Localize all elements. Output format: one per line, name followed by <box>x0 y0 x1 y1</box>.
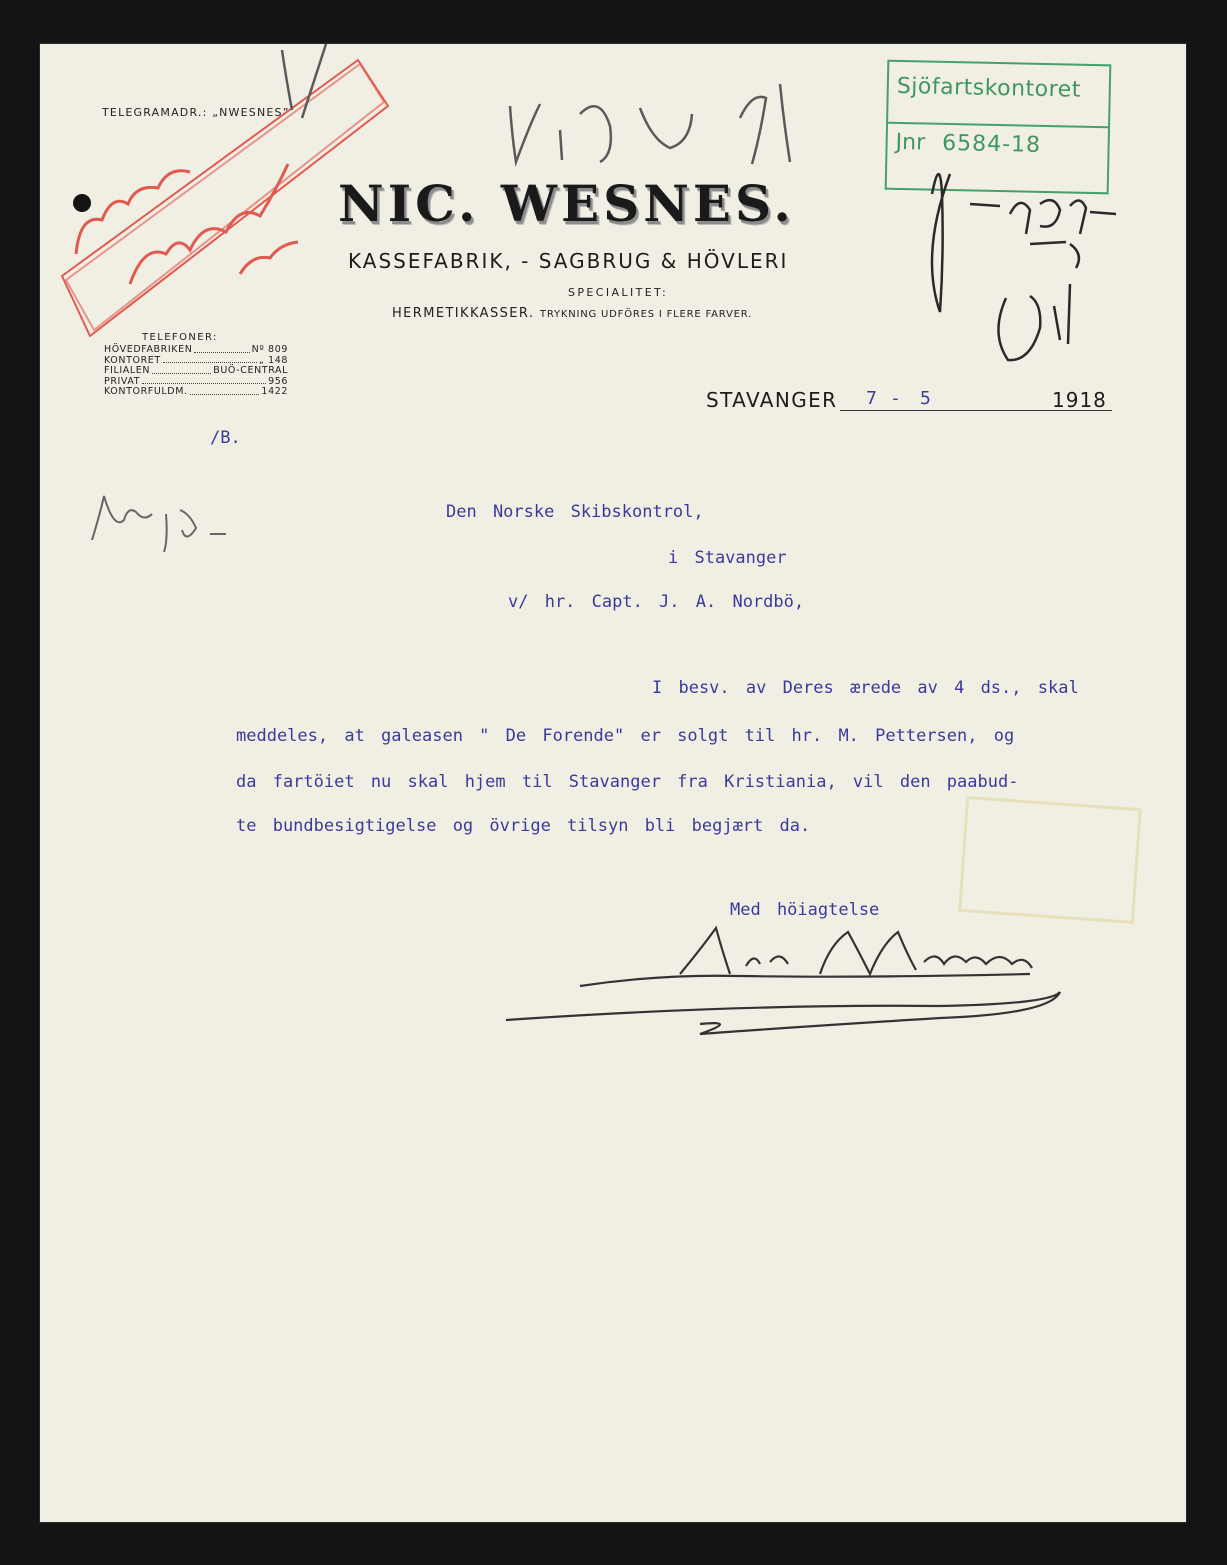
red-registration-mark <box>62 60 388 336</box>
stamp-office: Sjöfartskontoret <box>896 73 1082 103</box>
body-line: te bundbesigtigelse og övrige tilsyn bli begjært da. <box>236 816 811 836</box>
handwritten-marks <box>40 44 1186 1522</box>
reference-mark: /B. <box>210 428 241 448</box>
signature-flourish <box>506 928 1060 1034</box>
pencil-annotations-right <box>932 174 1116 360</box>
closing-line: Med höiagtelse <box>730 900 880 920</box>
stamp-jnr-value: 6584-18 <box>941 130 1042 158</box>
letter-page <box>40 44 1186 1522</box>
telephone-row: PRIVAT 956 <box>104 375 288 387</box>
company-tagline: KASSEFABRIK, - SAGBRUG & HÖVLERI <box>348 249 789 273</box>
company-name: NIC. WESNES. <box>338 174 795 233</box>
telephone-row: HÖVEDFABRIKEN Nº 809 <box>104 344 288 355</box>
telephone-title: TELEFONER: <box>142 332 218 343</box>
date-month: 5 <box>920 388 931 409</box>
body-line: meddeles, at galeasen " De Forende" er solgt til hr. M. Pettersen, og <box>236 726 1015 746</box>
recipient-line: i Stavanger <box>668 548 787 568</box>
products-sub: TRYKNING UDFÖRES I FLERE FARVER. <box>539 309 753 320</box>
date-day: 7 <box>866 388 877 409</box>
telephone-row: FILIALEN BUÖ-CENTRAL <box>104 365 288 376</box>
body-line: I besv. av Deres ærede av 4 ds., skal <box>652 678 1079 698</box>
pencil-scribble-left <box>92 496 226 552</box>
stamp-jnr-label: Jnr <box>895 129 926 156</box>
recipient-line: Den Norske Skibskontrol, <box>446 502 704 522</box>
date-separator: - <box>890 388 901 409</box>
telephone-row: KONTORFULDM. 1422 <box>104 386 288 397</box>
date-year: 1918 <box>1052 388 1107 412</box>
city-label: STAVANGER <box>706 388 838 412</box>
telephone-row: KONTORET „ 148 <box>104 354 288 366</box>
body-line: da fartöiet nu skal hjem til Stavanger fra Kristiania, vil den paabud- <box>236 772 1019 792</box>
products-main: HERMETIKKASSER. <box>392 306 535 321</box>
specialty-heading: SPECIALITET: <box>568 286 669 299</box>
telegram-address: TELEGRAMADR.: „NWESNES” <box>102 106 290 119</box>
recipient-line: v/ hr. Capt. J. A. Nordbö, <box>508 592 805 612</box>
